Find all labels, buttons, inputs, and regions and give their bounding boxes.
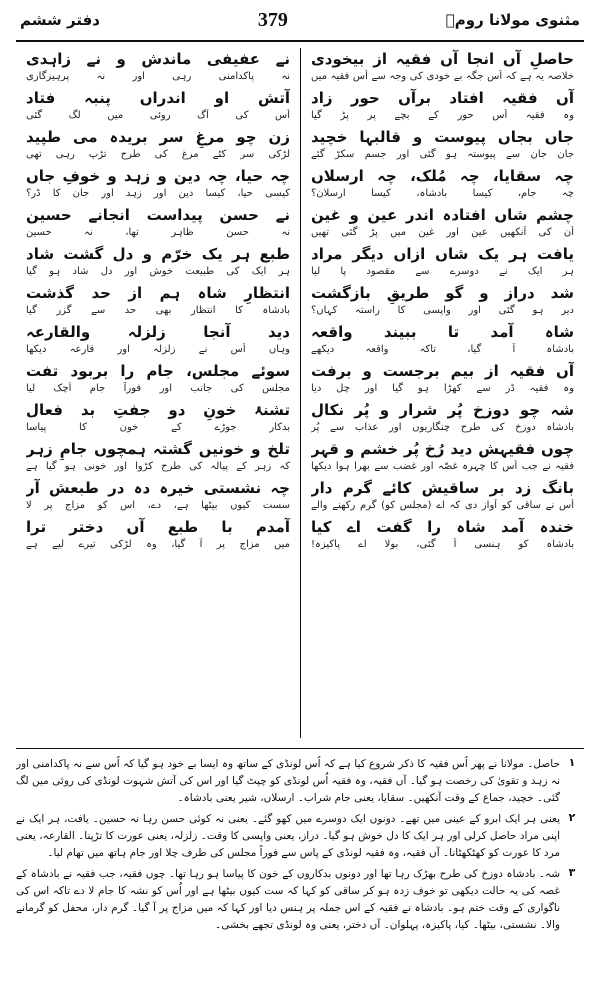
- translation-line: مجلس کی جانب اور فوراً جام اُچک لیا: [26, 383, 290, 394]
- footnote-number: ۳: [568, 866, 576, 879]
- couplet: [311, 87, 574, 123]
- translation-line: وہاں اُس نے زلزلہ اور قارعہ دیکھا: [26, 344, 290, 355]
- couplet: [26, 438, 290, 474]
- page-header: [0, 0, 600, 40]
- couplet: [311, 477, 574, 513]
- footnote-text: شہ۔ بادشاہ دوزخ کی طرح بھڑک رہا تھا اور دونوں بدکاروں کے خون کا پیاسا ہو رہا تھا۔ چوں فقیہ، جب فقیہ نے بادشاہ کے غصہ کی یہ حالت دیکھی تو خوف زدہ ہو کر ساقی کو کہا کہ ست کیوں بیٹھا ہے اور اُس کو نشہ کا جام لا دے تاکہ اس کی ناگواری کے وقت ختم ہو۔ بادشاہ نے فقیہ کے اس جملہ پر ہنس دیا اور کہا کہ میں مزاج پر آ گیا۔ گرم دار، محفل کو گرمانے والا۔ نشستی، بیٹھا۔ کیا، پاکیزہ، پہلوان۔ آں دختر، یعنی وہ لونڈی تجھے بخشی۔: [16, 868, 560, 931]
- translation-line: ہر ایک نے دوسرے سے مقصود پا لیا: [311, 266, 574, 277]
- verse-line: طبع ہر یک خرّم و دل گشت شاد: [26, 245, 290, 263]
- translation-line: کہ زہر کے پیالہ کی طرح کڑوا اور خونی ہو گیا ہے: [26, 461, 290, 472]
- translation-line: سست کیوں بیٹھا ہے، دے، اس کو مزاج پر لا: [26, 500, 290, 511]
- couplet: [311, 126, 574, 162]
- translation-line: بادشاہ دوزخ کی طرح چنگاریوں اور عذاب سے پُر: [311, 422, 574, 433]
- couplet: [311, 48, 574, 84]
- couplet: [311, 165, 574, 201]
- left-column: [16, 48, 300, 738]
- verse-line: چہ نشستی خیرہ دہ در طبعش آر: [26, 479, 290, 497]
- couplet: [311, 321, 574, 357]
- couplet: [26, 360, 290, 396]
- verse-line: دید آنجا زلزلہ والقارعہ: [26, 323, 290, 341]
- translation-line: بادشاہ کا انتظار بھی حد سے گزر گیا: [26, 305, 290, 316]
- translation-line: وہ فقیہ ڈر سے کھڑا ہو گیا اور چل دیا: [311, 383, 574, 394]
- couplet: [26, 399, 290, 435]
- verse-line: انتظارِ شاہ ہم از حد گذشت: [26, 284, 290, 302]
- footnote-text: یعنی ہر ایک ابرو کے عینی میں تھے۔ دونوں ایک دوسرے میں کھو گئے۔ یعنی نہ کوئی حسن رہا نہ حسین۔ یافت، ہر ایک نے اپنی مراد حاصل کرلی اور ہر ایک کا دل خوش ہو گیا۔ دراز، یعنی واپسی کا وقت۔ زلزلہ، یعنی عورت کا تڑپنا۔ القارعہ، یعنی مرد کا عورت کو کھٹکھٹانا۔ آں فقیہ، وہ فقیہ لونڈی کے پاس سے فوراً مجلس کی طرف چلا اور جام ہاتھ میں تھام لیا۔: [16, 813, 560, 859]
- verse-line: زن چو مرغِ سر بریدہ می طپید: [26, 128, 290, 146]
- couplet: [26, 204, 290, 240]
- couplet: [311, 360, 574, 396]
- verse-line: نے عفیفی ماندش و نے زاہدی: [26, 50, 290, 68]
- verse-line: شاہ آمد تا ببیند واقعہ: [311, 323, 574, 341]
- verse-line: آتش او اندراں پنبہ فتاد: [26, 89, 290, 107]
- verse-line: آمدم با طبع آں دختر ترا: [26, 518, 290, 536]
- verse-line: حاصلِ آں انجا آں فقیہ از بیخودی: [311, 50, 574, 68]
- translation-line: جان جان سے پیوستہ ہو گئی اور جسم سکڑ گئے: [311, 149, 574, 160]
- translation-line: لڑکی سر کٹے مرغ کی طرح تڑپ رہی تھی: [26, 149, 290, 160]
- verse-line: سوئے مجلس، جام را بربود تفت: [26, 362, 290, 380]
- translation-line: نہ پاکدامنی رہی اور نہ پرہیزگاری: [26, 71, 290, 82]
- footnote-number: ۲: [568, 811, 576, 824]
- verse-line: بانگ زد بر ساقیش کائے گرم دار: [311, 479, 574, 497]
- right-column: [300, 48, 584, 738]
- translation-line: کیسی حیا، کیسا دین اور زہد اور جان کا ڈر؟: [26, 188, 290, 199]
- translation-line: اُن کی آنکھیں عین اور غین میں پڑ گئی تھیں: [311, 227, 574, 238]
- couplet: [26, 282, 290, 318]
- verse-line: جاں بجاں پیوست و قالبہا خچید: [311, 128, 574, 146]
- book-title: مثنوی مولانا رومؒ: [445, 11, 580, 29]
- verse-line: خندہ آمد شاہ را گفت اے کیا: [311, 518, 574, 536]
- couplet: [26, 48, 290, 84]
- volume-label: دفتر ششم: [20, 11, 100, 29]
- footnote: [16, 756, 584, 807]
- translation-line: بدکار جوڑے کے خون کا پیاسا: [26, 422, 290, 433]
- couplet: [311, 438, 574, 474]
- verse-line: چشم شاں افتادہ اندر عین و غین: [311, 206, 574, 224]
- header-rule: [16, 40, 584, 42]
- translation-line: اُس نے ساقی کو آواز دی کہ اے (مجلس کو) گرم رکھنے والے: [311, 500, 574, 511]
- footnotes: [16, 756, 584, 976]
- couplet: [311, 516, 574, 552]
- translation-line: چہ جام، کیسا بادشاہ، کیسا ارسلان؟: [311, 188, 574, 199]
- footnote-number: ۱: [568, 756, 576, 769]
- verse-line: نے حسن پیداست انجانے حسین: [26, 206, 290, 224]
- verse-line: چہ سقایا، چہ مُلک، چہ ارسلاں: [311, 167, 574, 185]
- couplet: [26, 477, 290, 513]
- translation-line: نہ حسن ظاہر تھا، نہ حسین: [26, 227, 290, 238]
- translation-line: خلاصہ یہ ہے کہ اُس جگہ بے خودی کی وجہ سے اُس فقیہ میں: [311, 71, 574, 82]
- verse-line: تلخ و خونیں گشتہ ہمچوں جامِ زہر: [26, 440, 290, 458]
- couplet: [26, 165, 290, 201]
- verse-line: آں فقیہ از بیم برجست و برفت: [311, 362, 574, 380]
- verse-line: آں فقیہ افتاد برآں حور زاد: [311, 89, 574, 107]
- footnote: [16, 866, 584, 934]
- couplet: [311, 282, 574, 318]
- verse-line: چہ حیا، چہ دین و زہد و خوفِ جاں: [26, 167, 290, 185]
- footnote-rule: [16, 748, 584, 749]
- translation-line: دیر ہو گئی اور واپسی کا راستہ کہاں؟: [311, 305, 574, 316]
- translation-line: بادشاہ آ گیا، تاکہ واقعہ دیکھے: [311, 344, 574, 355]
- couplet: [26, 243, 290, 279]
- couplet: [26, 87, 290, 123]
- translation-line: وہ فقیہ اُس حور کے بچے پر پڑ گیا: [311, 110, 574, 121]
- verse-columns: [16, 48, 584, 738]
- translation-line: ہر ایک کی طبیعت خوش اور دل شاد ہو گیا: [26, 266, 290, 277]
- couplet: [311, 243, 574, 279]
- couplet: [26, 516, 290, 552]
- translation-line: اُس کی آگ روئی میں لگ گئی: [26, 110, 290, 121]
- couplet: [26, 126, 290, 162]
- couplet: [311, 399, 574, 435]
- footnote: [16, 811, 584, 862]
- verse-line: تشنۂ خونِ دو جفتِ بد فعال: [26, 401, 290, 419]
- verse-line: یافت ہر یک شاں ازاں دیگر مراد: [311, 245, 574, 263]
- footnote-text: حاصل۔ مولانا نے پھر اُس فقیہ کا ذکر شروع کیا ہے کہ اُس لونڈی کے ساتھ وہ ایسا بے خود ہو گیا کہ اُس سے نہ پاکدامنی اور نہ زہد و تقویٰ کی رخصت ہو گیا۔ آں فقیہ، وہ فقیہ اُس لونڈی کو چپٹ گیا اور اس کی آتش شہوت لونڈی کی روئی میں لگ گئی۔ خچید، جماع کے وقت آنکھیں۔ سقایا، یعنی جام شراب۔ ارسلاں، شیر یعنی بادشاہ۔: [16, 758, 560, 804]
- verse-line: شد دراز و گو طریقِ بازگشت: [311, 284, 574, 302]
- couplet: [311, 204, 574, 240]
- verse-line: چوں فقیہش دید رُخ پُر خشم و قہر: [311, 440, 574, 458]
- translation-line: بادشاہ کو ہنسی آ گئی، بولا اے پاکیزہ!: [311, 539, 574, 550]
- translation-line: فقیہ نے جب اُس کا چہرہ غصّہ اور غضب سے بھرا ہوا دیکھا: [311, 461, 574, 472]
- page-number: 379: [257, 8, 288, 31]
- translation-line: میں مزاج پر آ گیا، وہ لڑکی تیرے لیے ہے: [26, 539, 290, 550]
- couplet: [26, 321, 290, 357]
- verse-line: شہ چو دوزخ پُر شرار و پُر نکال: [311, 401, 574, 419]
